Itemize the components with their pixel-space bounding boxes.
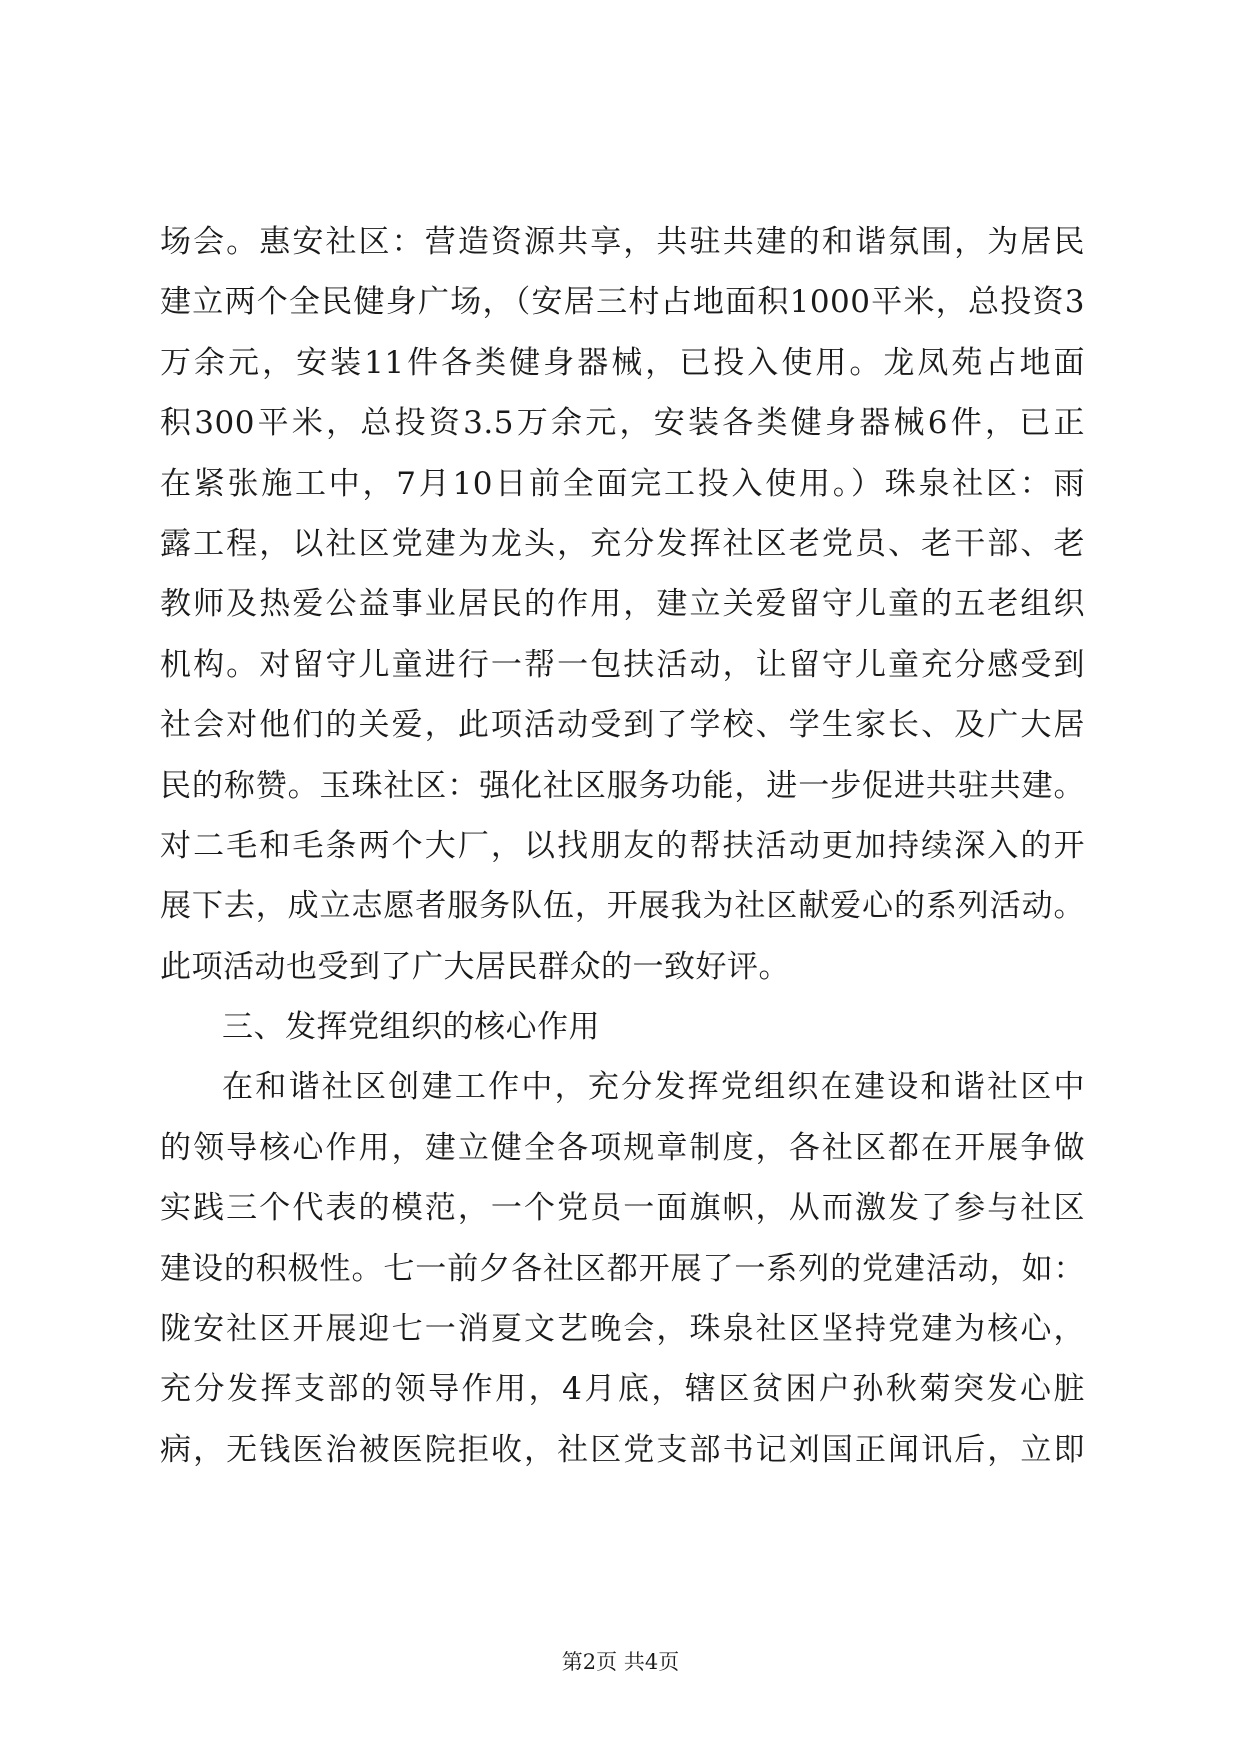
text-line: 万余元，安装11件各类健身器械，已投入使用。龙凤苑占地面 — [160, 344, 1085, 381]
text-line: 机构。对留守儿童进行一帮一包扶活动，让留守儿童充分感受到 — [160, 646, 1085, 683]
page-footer: 第2页 共4页 — [561, 1650, 680, 1674]
text-line: 展下去，成立志愿者服务队伍，开展我为社区献爱心的系列活动。 — [160, 888, 1085, 925]
text-line: 对二毛和毛条两个大厂，以找朋友的帮扶活动更加持续深入的开 — [160, 827, 1085, 864]
text-line: 在紧张施工中，7月10日前全面完工投入使用。）珠泉社区：雨 — [160, 465, 1085, 502]
text-line: 在和谐社区创建工作中，充分发挥党组织在建设和谐社区中 — [222, 1069, 1085, 1106]
text-line: 陇安社区开展迎七一消夏文艺晚会，珠泉社区坚持党建为核心， — [160, 1311, 1085, 1348]
text-line: 充分发挥支部的领导作用，4月底，辖区贫困户孙秋菊突发心脏 — [160, 1371, 1085, 1408]
text-line: 教师及热爱公益事业居民的作用，建立关爱留守儿童的五老组织 — [160, 586, 1085, 623]
text-line: 建立两个全民健身广场，（安居三村占地面积1000平米，总投资3 — [160, 284, 1085, 321]
body-text — [160, 212, 1085, 1480]
text-line: 积300平米，总投资3.5万余元，安装各类健身器械6件，已正 — [160, 405, 1085, 442]
text-line: 民的称赞。玉珠社区：强化社区服务功能，进一步促进共驻共建。 — [160, 767, 1085, 804]
text-line: 三、发挥党组织的核心作用 — [222, 1009, 600, 1046]
text-line: 实践三个代表的模范，一个党员一面旗帜，从而激发了参与社区 — [160, 1190, 1085, 1227]
text-line: 场会。惠安社区：营造资源共享，共驻共建的和谐氛围，为居民 — [160, 224, 1085, 260]
text-line: 社会对他们的关爱，此项活动受到了学校、学生家长、及广大居 — [160, 707, 1085, 744]
text-line: 建设的积极性。七一前夕各社区都开展了一系列的党建活动，如： — [160, 1250, 1085, 1287]
text-line: 的领导核心作用，建立健全各项规章制度，各社区都在开展争做 — [160, 1129, 1085, 1166]
text-line: 病，无钱医治被医院拒收，社区党支部书记刘国正闻讯后，立即 — [160, 1431, 1085, 1468]
text-line: 露工程，以社区党建为龙头，充分发挥社区老党员、老干部、老 — [160, 525, 1085, 562]
text-line: 此项活动也受到了广大居民群众的一致好评。 — [160, 948, 790, 985]
